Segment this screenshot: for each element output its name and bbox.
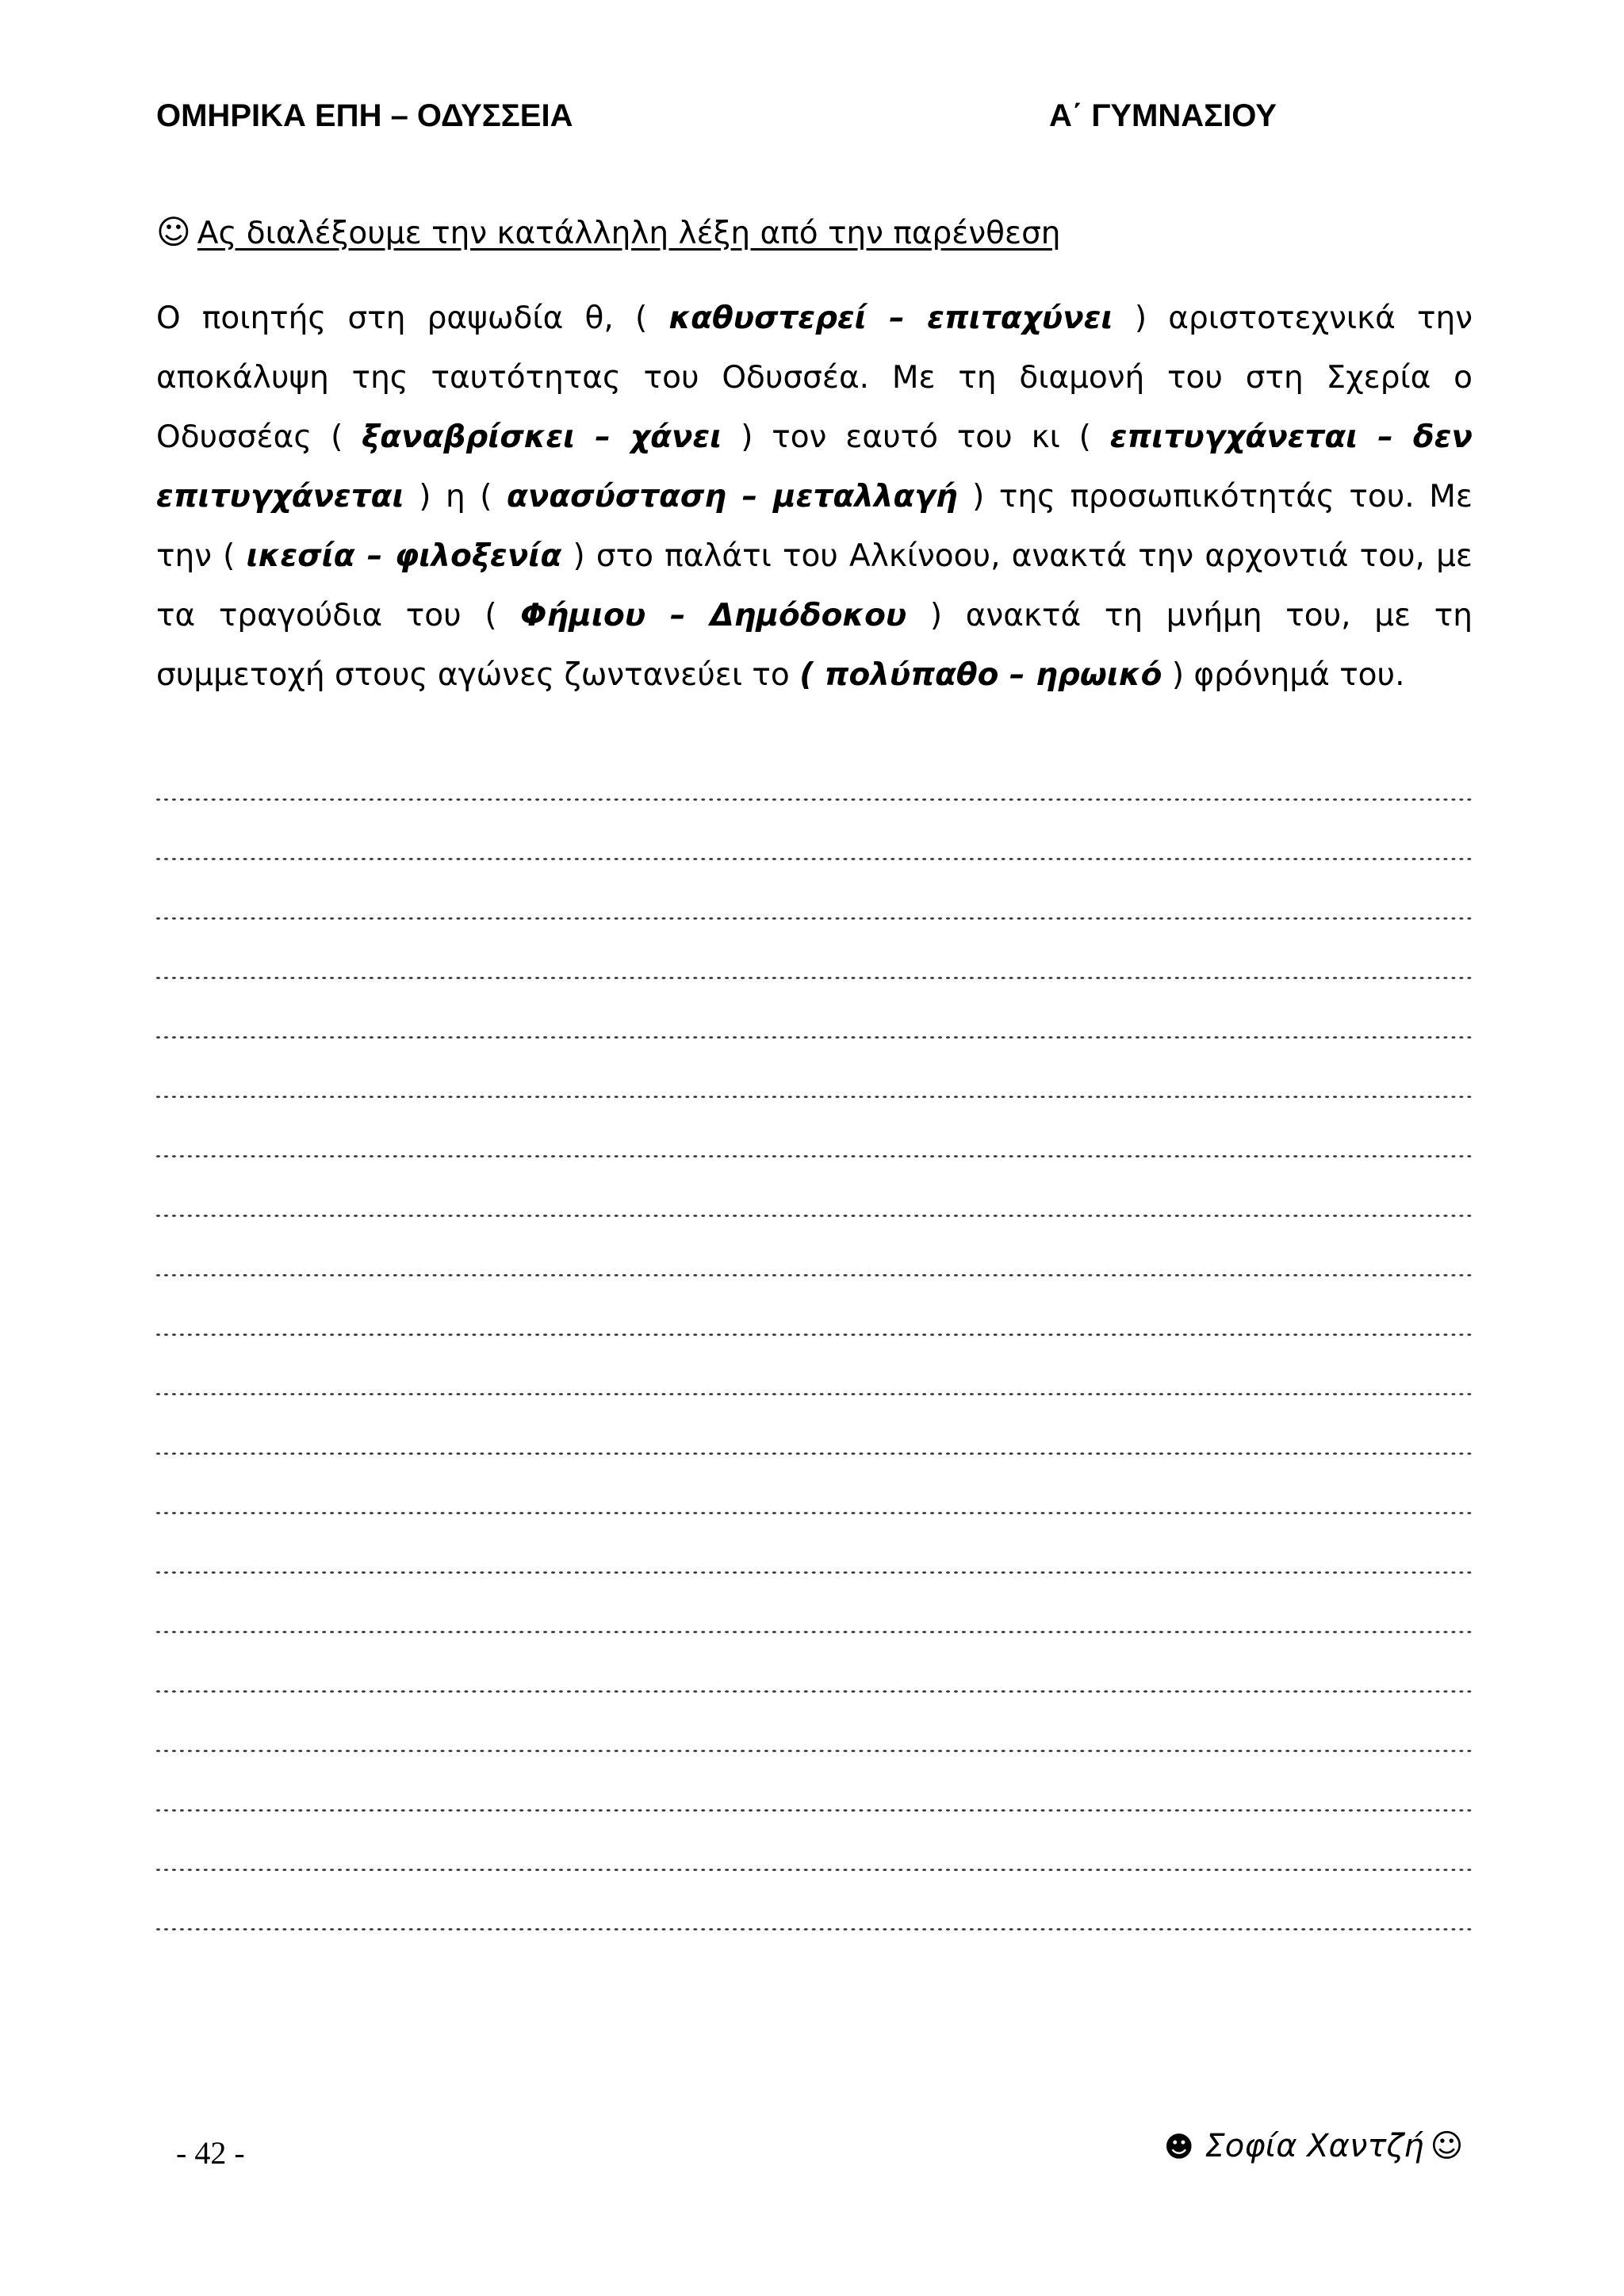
choice-option[interactable]: ( πολύπαθο – ηρωικό xyxy=(799,657,1162,693)
answer-line[interactable] xyxy=(156,947,1473,1007)
answer-line[interactable] xyxy=(156,1126,1473,1185)
choice-option[interactable]: επιτυγχάνεται – δεν επιτυγχάνεται xyxy=(156,419,1473,515)
answer-line[interactable] xyxy=(156,1661,1473,1720)
header-title: ΟΜΗΡΙΚΑ ΕΠΗ – ΟΔΥΣΣΕΙΑ xyxy=(156,98,573,133)
choice-option[interactable]: Φήμιου – Δημόδοκου xyxy=(520,598,907,633)
answer-line[interactable] xyxy=(156,1720,1473,1780)
author-signature xyxy=(1164,2128,1463,2164)
paragraph-text: ) φρόνημά του. xyxy=(1162,657,1405,693)
answer-line[interactable] xyxy=(156,1245,1473,1304)
answer-line[interactable] xyxy=(156,1542,1473,1601)
page-header xyxy=(156,98,1465,138)
exercise-paragraph xyxy=(156,289,1473,705)
smiley-icon: ☺ xyxy=(1430,2128,1464,2164)
answer-lines xyxy=(156,769,1473,1958)
choice-option[interactable]: καθυστερεί – επιταχύνει xyxy=(668,300,1113,336)
answer-line[interactable] xyxy=(156,1066,1473,1126)
answer-line[interactable] xyxy=(156,769,1473,828)
page-number: - 42 - xyxy=(176,2135,245,2171)
paragraph-text: Ο ποιητής στη ραψωδία θ, ( xyxy=(156,300,669,336)
answer-line[interactable] xyxy=(156,1483,1473,1542)
choice-option[interactable]: ξαναβρίσκει – χάνει xyxy=(362,419,722,455)
paragraph-text: ) τον εαυτό του κι ( xyxy=(722,419,1110,455)
answer-line[interactable] xyxy=(156,828,1473,888)
answer-line[interactable] xyxy=(156,1007,1473,1066)
choice-option[interactable]: ικεσία – φιλοξενία xyxy=(246,538,562,574)
answer-line[interactable] xyxy=(156,1185,1473,1245)
answer-line[interactable] xyxy=(156,1423,1473,1483)
instruction-text: Ας διαλέξουμε την κατάλληλη λέξη από την παρένθεση xyxy=(197,216,1061,251)
answer-line[interactable] xyxy=(156,1780,1473,1839)
paragraph-text: ) στο παλάτι του Αλκίνοου, ανακτά την αρχοντιά του, με τα τραγούδια του ( xyxy=(156,538,1473,633)
choice-option[interactable]: ανασύσταση – μεταλλαγή xyxy=(507,479,958,515)
exercise-instruction xyxy=(156,212,1061,254)
answer-line[interactable] xyxy=(156,1899,1473,1958)
paragraph-text: ) της προσωπικότητάς του. Με την ( xyxy=(156,479,1473,574)
answer-line[interactable] xyxy=(156,1304,1473,1364)
header-class: Α΄ ΓΥΜΝΑΣΙΟΥ xyxy=(1049,98,1277,133)
answer-line[interactable] xyxy=(156,1839,1473,1899)
answer-line[interactable] xyxy=(156,1601,1473,1661)
paragraph-text: ) ανακτά τη μνήμη του, με τη συμμετοχή στους αγώνες ζωντανεύει το xyxy=(156,598,1473,693)
answer-line[interactable] xyxy=(156,1364,1473,1423)
author-name: Σοφία Χαντζή xyxy=(1205,2128,1424,2164)
smiley-icon: ☺ xyxy=(156,212,191,251)
paragraph-text: ) η ( xyxy=(404,479,508,515)
answer-line[interactable] xyxy=(156,888,1473,947)
paragraph-text: ) αριστοτεχνικά την αποκάλυψη της ταυτότητας του Οδυσσέα. Με τη διαμονή του στη Σχερία ο Οδυσσέας ( xyxy=(156,300,1473,455)
black-smiley-icon: ☻ xyxy=(1164,2131,1194,2164)
